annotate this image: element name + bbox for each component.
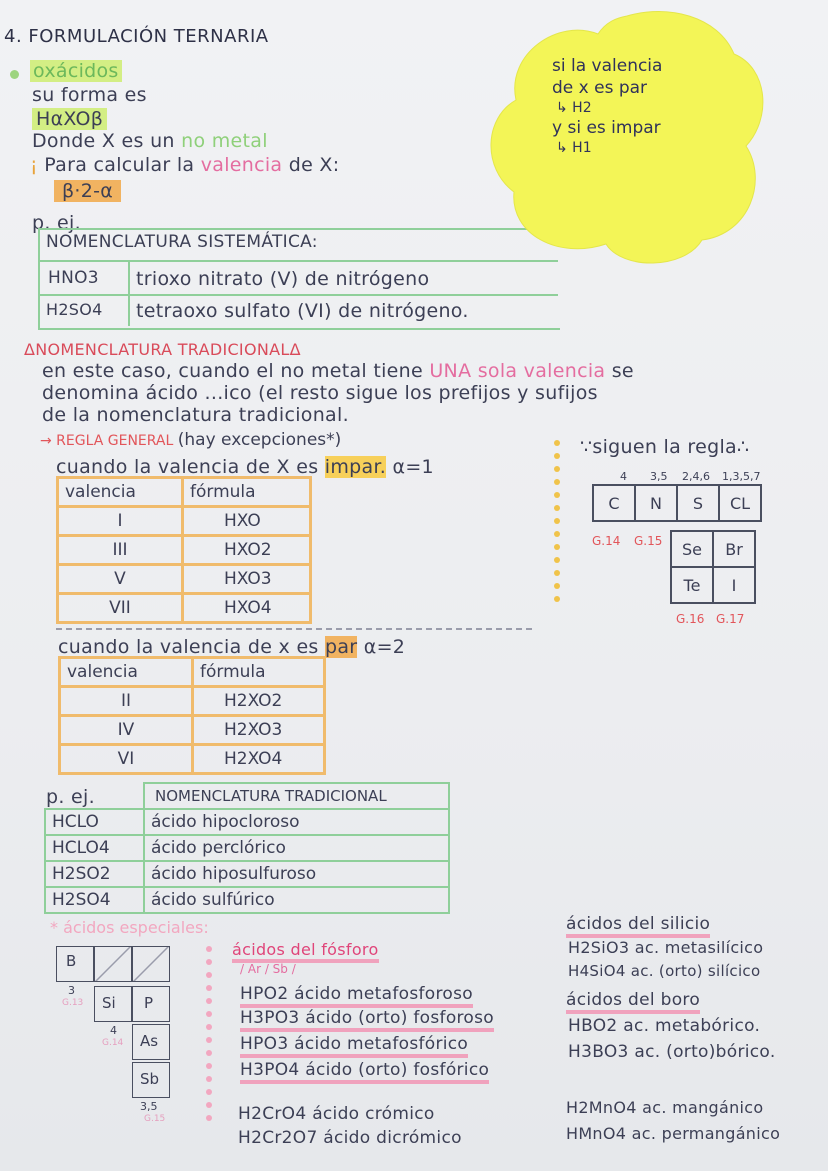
formula: H2Cr2O7 — [238, 1128, 318, 1148]
table-row — [60, 745, 325, 774]
formula: H3PO4 — [240, 1060, 300, 1080]
element-sb: Sb — [140, 1070, 160, 1088]
formula: HBO2 — [568, 1016, 618, 1036]
element-cell: S — [677, 485, 719, 521]
table-header: fórmula — [193, 658, 325, 687]
table-cell: ácido sulfúrico — [144, 887, 449, 913]
special-cell-empty — [132, 946, 170, 982]
regla-line — [40, 430, 341, 450]
valence-label: 4 — [110, 1024, 117, 1037]
element-grid-bottom — [670, 530, 756, 604]
table-cell: HXO2 — [183, 536, 311, 565]
fosforo-row — [240, 1034, 468, 1058]
element-cell: CL — [719, 485, 761, 521]
table-cell: ácido perclórico — [144, 835, 449, 861]
formula: H3PO3 — [240, 1008, 300, 1028]
special-cell-empty — [94, 946, 132, 982]
sis-row-name: tetraoxo sulfato (VI) de nitrógeno. — [136, 300, 469, 322]
sticky-line: si la valencia — [552, 56, 663, 76]
element-cell: C — [593, 485, 635, 521]
table-row — [45, 835, 449, 861]
donde-line — [32, 130, 268, 152]
impar-highlight: impar. — [324, 456, 387, 478]
valence-label: 3,5 — [650, 470, 668, 483]
dotted-divider — [554, 440, 560, 609]
valence-label: 3 — [68, 984, 75, 997]
table-header-row — [58, 478, 311, 507]
name: ácido metafosforoso — [294, 984, 473, 1004]
regla-box-title: ∵siguen la regla∴ — [580, 436, 750, 458]
group-label: G.15 — [144, 1114, 166, 1124]
sis-row-name: trioxo nitrato (V) de nitrógeno — [136, 268, 430, 290]
calc-line — [30, 154, 339, 176]
table-cell — [45, 783, 144, 809]
silicio-title: ácidos del silicio — [566, 914, 710, 938]
element-as: As — [140, 1032, 159, 1050]
name: ácido (orto) fosforoso — [305, 1008, 494, 1028]
table-cell: H2XO4 — [193, 745, 325, 774]
par-text: cuando la valencia de x es — [58, 636, 319, 658]
sticky-line: ↳ H2 — [556, 100, 592, 116]
name: ácido crómico — [312, 1104, 435, 1124]
table-cell: H2XO2 — [193, 687, 325, 716]
par-highlight: par — [324, 636, 358, 658]
table-cell: HCLO — [45, 809, 144, 835]
name: ácido dicrómico — [323, 1128, 462, 1148]
table-row — [45, 887, 449, 913]
formula: HPO2 — [240, 984, 289, 1004]
element-si: Si — [102, 994, 116, 1012]
table-cell: III — [58, 536, 183, 565]
para-text: se — [611, 360, 634, 382]
table-row — [45, 861, 449, 887]
name: ac. (orto)bórico. — [634, 1042, 776, 1062]
boro-row — [568, 1042, 776, 1062]
valence-label: 2,4,6 — [682, 470, 710, 483]
table-cell: HXO — [183, 507, 311, 536]
group-label: G.14 — [592, 534, 621, 548]
table-cell: VII — [58, 594, 183, 623]
formula: H3BO3 — [568, 1042, 629, 1062]
calc-text: Para calcular la — [44, 154, 195, 176]
table-header: valencia — [60, 658, 193, 687]
valence-label: 4 — [620, 470, 627, 483]
element-p: P — [144, 994, 154, 1012]
table-row — [60, 687, 325, 716]
sistematica-row-divider — [38, 294, 558, 296]
donde-text: Donde X es un — [32, 130, 175, 152]
table-header: valencia — [58, 478, 183, 507]
boro-row — [568, 1016, 760, 1036]
dashed-divider — [56, 628, 532, 630]
element-cell: Se — [671, 531, 713, 567]
table-cell: I — [58, 507, 183, 536]
group-label: G.14 — [102, 1038, 124, 1048]
cromo-row — [238, 1104, 435, 1124]
sis-row-formula: H2SO4 — [46, 300, 103, 319]
para-text: en este caso, cuando el no metal tiene — [42, 360, 423, 382]
forma-text: su forma es — [32, 84, 147, 106]
mn-row — [566, 1098, 763, 1117]
element-cell: Te — [671, 567, 713, 603]
alpha-value: α=2 — [363, 636, 406, 658]
table-cell: H2XO3 — [193, 716, 325, 745]
table-cell: HXO3 — [183, 565, 311, 594]
name: ac. metabórico. — [623, 1016, 761, 1036]
table-cell: IV — [60, 716, 193, 745]
valence-label: 1,3,5,7 — [722, 470, 761, 483]
element-cell: Br — [713, 531, 755, 567]
dotted-divider — [206, 946, 212, 1128]
table-cell: ácido hiposulfuroso — [144, 861, 449, 887]
group-label: G.15 — [634, 534, 663, 548]
impar-line — [56, 456, 434, 478]
silicio-row — [568, 938, 763, 957]
fosforo-title: ácidos del fósforo — [232, 940, 379, 963]
table-cell: HCLO4 — [45, 835, 144, 861]
table-cell: H2SO4 — [45, 887, 144, 913]
sis-row-formula: HNO3 — [48, 268, 99, 288]
pej-label: p. ej. — [32, 212, 81, 234]
name: ac. permangánico — [631, 1124, 781, 1143]
boro-title: ácidos del boro — [566, 990, 700, 1014]
formula: HPO3 — [240, 1034, 289, 1054]
table-row — [60, 716, 325, 745]
sistematica-divider — [38, 260, 558, 262]
silicio-row — [568, 962, 760, 980]
formula: H2CrO4 — [238, 1104, 307, 1124]
sticky-line: ↳ H1 — [556, 140, 592, 156]
table-header-row — [60, 658, 325, 687]
regla-general: → REGLA GENERAL — [40, 433, 174, 449]
table-header: NOMENCLATURA TRADICIONAL — [144, 783, 449, 809]
table-cell: H2SO2 — [45, 861, 144, 887]
fosforo-subtitle: / Ar / Sb / — [240, 962, 296, 976]
page-title: 4. FORMULACIÓN TERNARIA — [4, 26, 269, 47]
pej-label: p. ej. — [46, 786, 95, 808]
sticky-line: y si es impar — [552, 118, 661, 138]
formula: H2MnO4 — [566, 1098, 637, 1117]
par-line — [58, 636, 405, 658]
tradicional-para-3: de la nomenclatura tradicional. — [42, 404, 349, 426]
no-metal-highlight: no metal — [181, 130, 268, 152]
formula: H2SiO3 — [568, 938, 630, 957]
cromo-row — [238, 1128, 462, 1148]
name: ac. metasilícico — [634, 938, 764, 957]
formula: HMnO4 — [566, 1124, 627, 1143]
element-cell: N — [635, 485, 677, 521]
table-row — [58, 565, 311, 594]
especiales-heading: * ácidos especiales: — [50, 918, 209, 937]
fosforo-row — [240, 1008, 494, 1032]
table-cell: VI — [60, 745, 193, 774]
fosforo-row — [240, 1060, 489, 1084]
table-row — [45, 809, 449, 835]
calc-post: de X: — [288, 154, 340, 176]
mn-row — [566, 1124, 780, 1143]
valence-label: 3,5 — [140, 1100, 158, 1113]
valencia-highlight: valencia — [200, 154, 283, 176]
bullet-dot — [10, 70, 19, 79]
group-label: G.16 — [676, 612, 705, 626]
name: ácido (orto) fosfórico — [305, 1060, 490, 1080]
sticky-line: de x es par — [552, 78, 648, 98]
element-cell: I — [713, 567, 755, 603]
una-sola-valencia: UNA sola valencia — [429, 360, 606, 382]
table-cell: HXO4 — [183, 594, 311, 623]
tradicional-examples-table — [44, 782, 450, 914]
general-formula: HαXOβ — [32, 108, 107, 130]
table-cell: V — [58, 565, 183, 594]
name: ac. (orto) silícico — [630, 962, 761, 980]
table-row — [58, 536, 311, 565]
element-b: B — [66, 952, 77, 970]
tradicional-para-1 — [42, 360, 634, 382]
alpha-value: α=1 — [392, 456, 434, 478]
valence-expression: β·2-α — [54, 180, 121, 202]
impar-table — [56, 476, 312, 624]
table-cell: ácido hipocloroso — [144, 809, 449, 835]
group-label: G.17 — [716, 612, 745, 626]
table-header: fórmula — [183, 478, 311, 507]
table-header-row — [45, 783, 449, 809]
oxacidos-heading: oxácidos — [30, 60, 122, 82]
impar-text: cuando la valencia de X es — [56, 456, 319, 478]
name: ac. mangánico — [642, 1098, 764, 1117]
tradicional-heading: ΔNOMENCLATURA TRADICIONALΔ — [24, 340, 301, 359]
tradicional-para-2: denomina ácido ...ico (el resto sigue los prefijos y sufijos — [42, 382, 598, 404]
element-grid-top — [592, 484, 762, 522]
fosforo-row — [240, 984, 473, 1008]
name: ácido metafosfórico — [294, 1034, 469, 1054]
warning-icon: ¡ — [30, 154, 38, 176]
table-row — [58, 594, 311, 623]
table-cell: II — [60, 687, 193, 716]
table-row — [58, 507, 311, 536]
excepciones-note: (hay excepciones*) — [177, 430, 342, 450]
formula: H4SiO4 — [568, 962, 626, 980]
group-label: G.13 — [62, 998, 84, 1008]
par-table — [58, 656, 326, 775]
sistematica-header: NOMENCLATURA SISTEMÁTICA: — [46, 232, 318, 252]
